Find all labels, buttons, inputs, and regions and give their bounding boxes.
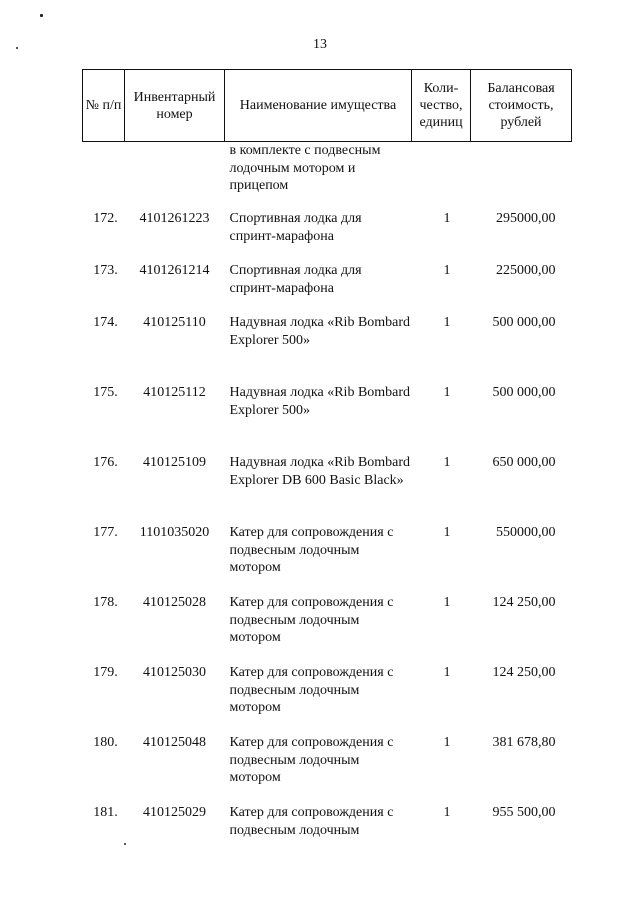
cell-name: Спортивная лодка для спринт-марафона: [229, 263, 362, 296]
cell-inventory: 410125030: [143, 665, 206, 680]
cell-inventory: 410125110: [143, 315, 206, 330]
cell-num: 177.: [93, 525, 118, 540]
cell-quantity: 1: [443, 665, 451, 680]
cell-name: Надувная лодка «Rib Bombard Explorer 500»: [229, 385, 411, 418]
cell-cost: 550000,00: [496, 525, 556, 540]
cell-num: 179.: [93, 665, 118, 680]
cell-inventory: 410125029: [143, 805, 206, 820]
cell-name: Катер для сопровождения с подвесным лодочным мотором: [229, 735, 394, 785]
cell-inventory: [125, 142, 225, 211]
header-inventory: Инвентарный номер: [125, 70, 225, 142]
cell-name: Надувная лодка «Rib Bombard Explorer DB 600 Basic Black»: [229, 455, 411, 488]
table-row: [83, 804, 572, 854]
table-header: [83, 70, 572, 142]
cell-inventory: 4101261223: [139, 211, 210, 226]
scan-speck: [40, 14, 43, 17]
cell-name: Катер для сопровождения с подвесным лодочным мотором: [229, 525, 394, 575]
cell-num: 176.: [93, 455, 118, 470]
cell-quantity: 1: [443, 211, 451, 226]
table-row: [83, 664, 572, 734]
cell-inventory: 4101261214: [139, 263, 210, 278]
cell-name: Спортивная лодка для спринт-марафона: [229, 211, 362, 244]
cell-quantity: 1: [443, 455, 451, 470]
cell-quantity: 1: [443, 525, 451, 540]
cell-name: Катер для сопровождения с подвесным лодочным мотором: [229, 595, 394, 645]
cell-cost: 500 000,00: [492, 385, 556, 400]
header-quantity: Коли-чество, единиц: [412, 70, 471, 142]
cell-quantity: 1: [443, 315, 451, 330]
table-row: [83, 594, 572, 664]
cell-num: 180.: [93, 735, 118, 750]
cell-name: в комплекте с подвесным лодочным мотором и прицепом: [229, 143, 381, 193]
cell-name: Катер для сопровождения с подвесным лодочным мотором: [229, 665, 394, 715]
cell-cost: 124 250,00: [492, 665, 556, 680]
header-num: № п/п: [83, 70, 125, 142]
table-row: [83, 524, 572, 594]
table-row: [83, 454, 572, 524]
cell-cost: 650 000,00: [492, 455, 556, 470]
cell-inventory: 410125028: [143, 595, 206, 610]
table-row: [83, 262, 572, 314]
cell-quantity: 1: [443, 805, 451, 820]
cell-quantity: 1: [443, 385, 451, 400]
cell-num: 174.: [93, 315, 118, 330]
table-row: [83, 734, 572, 804]
cell-cost: [471, 142, 572, 211]
cell-name: Надувная лодка «Rib Bombard Explorer 500»: [229, 315, 411, 348]
cell-inventory: 1101035020: [139, 525, 210, 540]
cell-quantity: 1: [443, 263, 451, 278]
cell-cost: 500 000,00: [492, 315, 556, 330]
cell-cost: 225000,00: [496, 263, 556, 278]
cell-name: Катер для сопровождения с подвесным лодочным: [229, 805, 394, 838]
cell-num: 172.: [93, 211, 118, 226]
cell-num: 175.: [93, 385, 118, 400]
table-row: [83, 384, 572, 454]
cell-inventory: 410125048: [143, 735, 206, 750]
page-number: 13: [313, 37, 327, 52]
cell-num: 181.: [93, 805, 118, 820]
table-row: [83, 314, 572, 384]
scan-speck: [16, 47, 18, 49]
cell-cost: 955 500,00: [492, 805, 556, 820]
cell-quantity: 1: [443, 595, 451, 610]
cell-quantity: 1: [443, 735, 451, 750]
cell-num: 173.: [93, 263, 118, 278]
cell-inventory: 410125109: [143, 455, 206, 470]
cell-num: 178.: [93, 595, 118, 610]
table-body: [83, 142, 572, 855]
cell-cost: 124 250,00: [492, 595, 556, 610]
header-name: Наименование имущества: [225, 70, 412, 142]
table-row-continuation: [83, 142, 572, 211]
cell-quantity: [412, 142, 471, 211]
cell-cost: 381 678,80: [492, 735, 556, 750]
header-cost: Балансовая стоимость, рублей: [471, 70, 572, 142]
cell-num: [83, 142, 125, 211]
table-row: [83, 210, 572, 262]
cell-cost: 295000,00: [496, 211, 556, 226]
cell-inventory: 410125112: [143, 385, 206, 400]
inventory-table: [82, 69, 572, 854]
